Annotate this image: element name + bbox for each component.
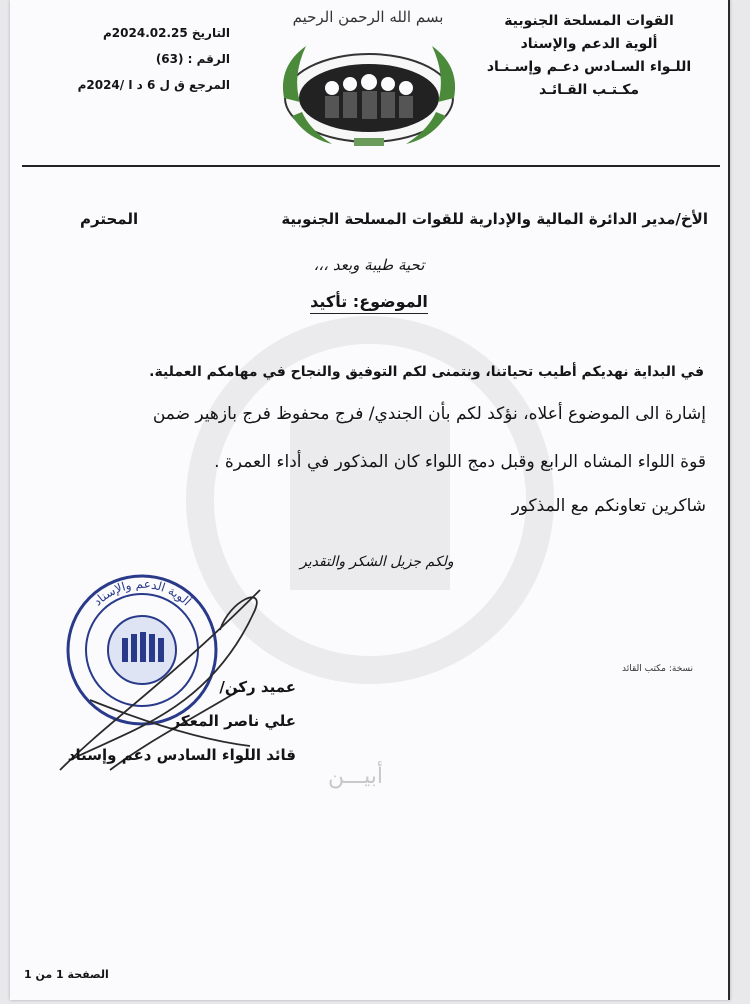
subject-value: تأكيد <box>310 292 348 311</box>
subject-label: الموضوع: <box>352 292 428 311</box>
issuer-line: اللـواء السـادس دعـم وإسـنـاد <box>486 59 692 75</box>
letter-page <box>10 0 730 1000</box>
issuer-line: ألوية الدعم والإسناد <box>520 36 658 52</box>
date-label: التاريخ <box>191 26 230 40</box>
greeting: تحية طيبة وبعد ،،، <box>313 256 425 274</box>
date-row <box>30 20 230 46</box>
recipient: الأخ/مدير الدائرة المالية والإدارية للقوات المسلحة الجنوبية <box>281 210 708 228</box>
watermark-text: أبيـــن <box>328 764 383 789</box>
issuer-header <box>474 10 704 102</box>
date-value: 2024.02.25م <box>103 26 188 40</box>
copy-note: نسخة: مكتب القائد <box>622 664 694 674</box>
reference-row <box>30 72 230 98</box>
number-value: (63) <box>155 52 184 66</box>
body-paragraph: في البداية نهديكم أطيب تحياتنا، ونتمنى لكم التوفيق والنجاح في مهامكم العملية. <box>149 364 704 380</box>
reference-block <box>30 20 230 98</box>
subject-line <box>10 292 728 311</box>
closing-regards: ولكم جزيل الشكر والتقدير <box>300 554 454 570</box>
signatory-name: علي ناصر المعكر <box>171 712 296 730</box>
body-paragraph: قوة اللواء المشاه الرابع وقبل دمج اللواء كان المذكور في أداء العمرة . <box>214 452 706 472</box>
number-row <box>30 46 230 72</box>
signatory-rank: عميد ركن/ <box>219 678 296 696</box>
body-paragraph: شاكرين تعاونكم مع المذكور <box>511 496 706 516</box>
signatory-title: قائد اللواء السادس دعم وإسناد <box>67 746 296 764</box>
reference-label: المرجع <box>189 78 230 92</box>
page-number: الصفحة 1 من 1 <box>24 968 109 981</box>
stamp-ring-text: ألوية الدعم والإسناد <box>90 576 194 609</box>
svg-text:ألوية الدعم والإسناد <box>90 577 194 609</box>
brigade-emblem-icon <box>262 6 476 156</box>
header-divider <box>22 165 720 167</box>
body-paragraph: إشارة الى الموضوع أعلاه، نؤكد لكم بأن الجندي/ فرج محفوظ فرج بازهير ضمن <box>152 404 706 424</box>
basmala: بسم الله الرحمن الرحيم <box>292 8 444 26</box>
reference-value: ق ل 6 د ا /2024م <box>77 78 185 92</box>
honorific: المحترم <box>80 210 139 228</box>
number-label: الرقم : <box>187 52 230 66</box>
issuer-line: القوات المسلحة الجنوبية <box>504 13 674 29</box>
issuer-line: مكـتـب القـائـد <box>538 82 640 98</box>
